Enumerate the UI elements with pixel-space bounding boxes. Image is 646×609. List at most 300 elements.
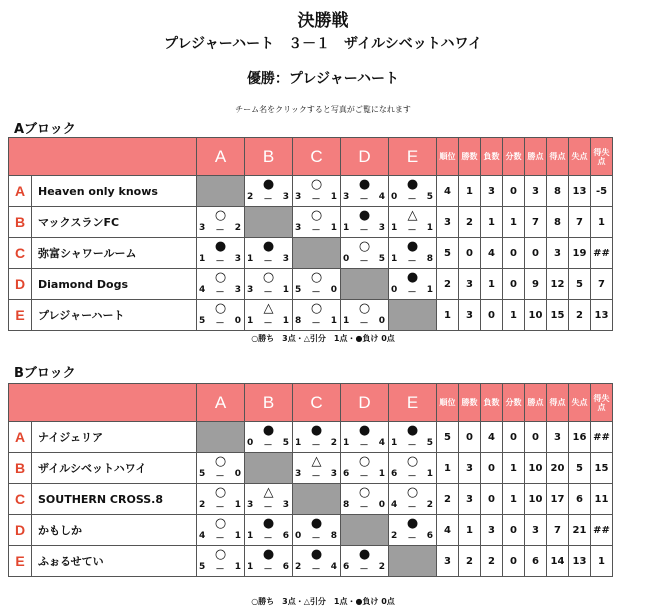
score-dash: － — [311, 288, 322, 298]
score-against: 6 — [282, 562, 290, 572]
score-for: 0 — [295, 531, 303, 541]
result-mark: △ — [407, 208, 418, 223]
stat-cell: 0 — [503, 269, 525, 300]
match-result-cell — [341, 546, 389, 577]
header-row — [9, 138, 613, 176]
score-against: 1 — [282, 285, 290, 295]
result-mark: ● — [358, 547, 371, 562]
score — [343, 438, 386, 451]
stat-cell: 8 — [547, 176, 569, 207]
score-against: 0 — [234, 469, 242, 479]
score-against: 3 — [234, 285, 242, 295]
match-result-cell — [293, 422, 341, 453]
result-mark: ● — [358, 423, 371, 438]
score-dash: － — [359, 472, 370, 482]
match-result-cell — [293, 453, 341, 484]
result-mark: ○ — [214, 208, 227, 223]
score-for: 4 — [199, 285, 207, 295]
score-against: 0 — [378, 316, 386, 326]
score-dash: － — [311, 195, 322, 205]
score — [247, 562, 290, 575]
row-letter: B — [9, 453, 32, 484]
self-match-cell — [197, 176, 245, 207]
row-letter: B — [9, 207, 32, 238]
result-mark: ○ — [310, 270, 323, 285]
score-for: 5 — [295, 285, 303, 295]
match-result-cell — [293, 207, 341, 238]
score — [199, 223, 242, 236]
score — [247, 316, 290, 329]
match-result-cell — [293, 546, 341, 577]
score-for: 1 — [343, 316, 351, 326]
score-dash: － — [215, 226, 226, 236]
score-against: 4 — [330, 562, 338, 572]
result-mark: △ — [311, 454, 322, 469]
result-mark: △ — [263, 485, 274, 500]
stat-cell: 2 — [437, 269, 459, 300]
score-for: 0 — [247, 438, 255, 448]
score-dash: － — [311, 472, 322, 482]
stat-cell: 4 — [481, 422, 503, 453]
score-for: 1 — [343, 438, 351, 448]
stat-header: 失点 — [569, 384, 591, 422]
team-row — [9, 176, 613, 207]
stat-cell: 17 — [547, 484, 569, 515]
team-name-link[interactable]: ふぉるせてい — [32, 546, 197, 577]
champion-label: 優勝：プレジャーハート — [246, 71, 400, 87]
score-for: 0 — [343, 254, 351, 264]
stat-cell: 0 — [459, 422, 481, 453]
score-dash: － — [359, 503, 370, 513]
score-dash: － — [311, 441, 322, 451]
match-result-cell — [389, 484, 437, 515]
score-against: 3 — [378, 223, 386, 233]
score-for: 6 — [343, 562, 351, 572]
team-row — [9, 546, 613, 577]
team-name-link[interactable]: ナイジェリア — [32, 422, 197, 453]
stat-cell: 3 — [547, 422, 569, 453]
match-result-cell — [245, 484, 293, 515]
score — [295, 285, 338, 298]
score-dash: － — [263, 503, 274, 513]
stat-cell: 1 — [459, 515, 481, 546]
stat-cell: 5 — [437, 422, 459, 453]
result-mark: ● — [406, 239, 419, 254]
score-dash: － — [359, 257, 370, 267]
stat-header: 順位 — [437, 138, 459, 176]
row-letter: A — [9, 176, 32, 207]
result-mark: ○ — [310, 177, 323, 192]
team-name-link[interactable]: ザイルシベットハワイ — [32, 453, 197, 484]
stat-header: 分数 — [503, 138, 525, 176]
stat-cell: 10 — [525, 300, 547, 331]
score-dash: － — [407, 226, 418, 236]
score-for: 1 — [343, 223, 351, 233]
result-mark: ○ — [358, 301, 371, 316]
result-mark: ● — [358, 177, 371, 192]
team-row — [9, 238, 613, 269]
score-against: 5 — [426, 192, 434, 202]
result-mark: ● — [310, 423, 323, 438]
score-for: 6 — [391, 469, 399, 479]
match-result-cell — [293, 176, 341, 207]
score-against: 1 — [378, 469, 386, 479]
score-dash: － — [359, 195, 370, 205]
stat-cell: 6 — [569, 484, 591, 515]
score-for: 2 — [295, 562, 303, 572]
score-for: 8 — [343, 500, 351, 510]
score-for: 3 — [295, 192, 303, 202]
result-mark: ● — [406, 270, 419, 285]
match-result-cell — [389, 238, 437, 269]
stat-header: 負数 — [481, 138, 503, 176]
result-mark: ● — [262, 423, 275, 438]
score-against: 0 — [378, 500, 386, 510]
score-against: 2 — [330, 438, 338, 448]
header-row — [9, 384, 613, 422]
stat-cell: 3 — [525, 515, 547, 546]
score — [295, 192, 338, 205]
self-match-cell — [245, 207, 293, 238]
team-name-link[interactable]: SOUTHERN CROSS.8 — [32, 484, 197, 515]
score-for: 4 — [391, 500, 399, 510]
stat-cell: 7 — [569, 207, 591, 238]
score — [343, 469, 386, 482]
score-dash: － — [311, 534, 322, 544]
score-against: 2 — [378, 562, 386, 572]
match-result-cell — [389, 453, 437, 484]
result-mark: ○ — [214, 270, 227, 285]
stat-cell: 7 — [591, 269, 613, 300]
match-result-cell — [389, 176, 437, 207]
stat-header: 得失点 — [591, 384, 613, 422]
score-dash: － — [263, 565, 274, 575]
score — [247, 192, 290, 205]
stat-cell: 12 — [547, 269, 569, 300]
stat-cell: 0 — [503, 546, 525, 577]
stat-cell: 21 — [569, 515, 591, 546]
stat-cell: 2 — [459, 207, 481, 238]
match-result-cell — [389, 269, 437, 300]
result-mark: ○ — [406, 485, 419, 500]
score-against: 1 — [330, 192, 338, 202]
score-dash: － — [359, 565, 370, 575]
result-mark: ○ — [310, 301, 323, 316]
match-result-cell — [341, 207, 389, 238]
match-result-cell — [293, 515, 341, 546]
stat-header: 勝数 — [459, 138, 481, 176]
stat-cell: 15 — [591, 453, 613, 484]
self-match-cell — [389, 546, 437, 577]
stat-cell: 0 — [481, 300, 503, 331]
team-row — [9, 515, 613, 546]
match-result-cell — [341, 176, 389, 207]
score-dash: － — [263, 195, 274, 205]
score-dash: － — [407, 503, 418, 513]
block-a-legend: ○勝ち 3点・△引分 1点・●負け 0点 — [251, 334, 395, 343]
score-dash: － — [263, 288, 274, 298]
team-row — [9, 453, 613, 484]
stat-header: 負数 — [481, 384, 503, 422]
score — [295, 316, 338, 329]
stat-cell: 1 — [503, 207, 525, 238]
match-result-cell — [341, 238, 389, 269]
page-title: 決勝戦 — [297, 11, 349, 31]
stat-cell: ## — [591, 515, 613, 546]
match-result-cell — [293, 300, 341, 331]
score-for: 1 — [199, 254, 207, 264]
match-result-cell — [245, 546, 293, 577]
score-for: 1 — [247, 316, 255, 326]
score-dash: － — [407, 288, 418, 298]
score-for: 1 — [247, 254, 255, 264]
score — [247, 285, 290, 298]
score-against: 3 — [234, 254, 242, 264]
score-against: 1 — [426, 285, 434, 295]
team-name-link[interactable]: Heaven only knows — [32, 176, 197, 207]
stat-cell: 1 — [437, 453, 459, 484]
score — [391, 531, 434, 544]
stat-cell: 13 — [591, 300, 613, 331]
stat-cell: 0 — [503, 422, 525, 453]
stat-cell: 3 — [525, 176, 547, 207]
match-result-cell — [293, 269, 341, 300]
stat-header: 失点 — [569, 138, 591, 176]
match-result-cell — [341, 453, 389, 484]
score-dash: － — [215, 257, 226, 267]
self-match-cell — [341, 515, 389, 546]
score — [199, 562, 242, 575]
score-for: 1 — [247, 531, 255, 541]
match-result-cell — [197, 515, 245, 546]
score-for: 1 — [247, 562, 255, 572]
result-mark: ● — [262, 516, 275, 531]
stat-cell: 0 — [503, 515, 525, 546]
stat-header: 得点 — [547, 138, 569, 176]
score-for: 3 — [247, 285, 255, 295]
result-mark: ● — [310, 547, 323, 562]
stat-cell: 0 — [459, 238, 481, 269]
score-dash: － — [215, 319, 226, 329]
block-b-legend: ○勝ち 3点・△引分 1点・●負け 0点 — [251, 597, 395, 606]
stat-cell: 1 — [591, 546, 613, 577]
match-result-cell — [197, 238, 245, 269]
stat-cell: 0 — [525, 422, 547, 453]
stat-cell: 1 — [503, 300, 525, 331]
stat-cell: 10 — [525, 453, 547, 484]
stat-cell: 3 — [459, 453, 481, 484]
score-against: 3 — [330, 469, 338, 479]
stat-cell: 16 — [569, 422, 591, 453]
block-b-label: Bブロック — [14, 366, 76, 381]
stat-cell: ## — [591, 238, 613, 269]
stat-cell: 19 — [569, 238, 591, 269]
score-dash: － — [407, 257, 418, 267]
stat-cell: 4 — [481, 238, 503, 269]
score-for: 0 — [391, 285, 399, 295]
stat-cell: 15 — [547, 300, 569, 331]
stat-cell: 7 — [547, 515, 569, 546]
stat-cell: 3 — [481, 515, 503, 546]
score-for: 5 — [199, 469, 207, 479]
match-result-cell — [389, 422, 437, 453]
score-dash: － — [407, 472, 418, 482]
stat-cell: ## — [591, 422, 613, 453]
score — [343, 562, 386, 575]
stat-cell: 6 — [525, 546, 547, 577]
score-against: 1 — [234, 500, 242, 510]
stat-cell: 2 — [569, 300, 591, 331]
match-result-cell — [245, 176, 293, 207]
score — [247, 438, 290, 451]
stat-cell: 3 — [437, 207, 459, 238]
stat-cell: -5 — [591, 176, 613, 207]
score-against: 3 — [282, 254, 290, 264]
score-dash: － — [359, 226, 370, 236]
score-against: 8 — [330, 531, 338, 541]
score-against: 2 — [426, 500, 434, 510]
score-dash: － — [215, 565, 226, 575]
self-match-cell — [341, 269, 389, 300]
stat-cell: 20 — [547, 453, 569, 484]
team-name-link[interactable]: マックスランFC — [32, 207, 197, 238]
stat-header: 得失点 — [591, 138, 613, 176]
stat-cell: 4 — [437, 176, 459, 207]
block-a-table — [8, 137, 613, 331]
score-against: 0 — [330, 285, 338, 295]
score-dash: － — [263, 319, 274, 329]
self-match-cell — [293, 484, 341, 515]
result-mark: ○ — [310, 208, 323, 223]
result-mark: ○ — [358, 454, 371, 469]
score-against: 5 — [282, 438, 290, 448]
score-against: 1 — [330, 316, 338, 326]
score — [343, 500, 386, 513]
score — [295, 562, 338, 575]
score — [295, 223, 338, 236]
stat-header: 得点 — [547, 384, 569, 422]
click-hint-note: チーム名をクリックすると写真がご覧になれます — [235, 105, 411, 114]
stat-cell: 1 — [481, 207, 503, 238]
score-for: 1 — [391, 254, 399, 264]
column-header-b: B — [245, 138, 293, 176]
block-a-label: Aブロック — [14, 122, 76, 137]
column-header-d: D — [341, 138, 389, 176]
score-dash: － — [215, 534, 226, 544]
column-header-e: E — [389, 138, 437, 176]
score — [391, 500, 434, 513]
score-for: 1 — [295, 438, 303, 448]
header-corner — [9, 138, 197, 176]
column-header-c: C — [293, 138, 341, 176]
match-result-cell — [197, 207, 245, 238]
score-against: 4 — [378, 438, 386, 448]
score-against: 3 — [282, 192, 290, 202]
score-for: 8 — [295, 316, 303, 326]
team-row — [9, 484, 613, 515]
stat-cell: 5 — [437, 238, 459, 269]
column-header-d: D — [341, 384, 389, 422]
score-against: 3 — [282, 500, 290, 510]
match-result-cell — [341, 484, 389, 515]
score — [199, 285, 242, 298]
score — [247, 254, 290, 267]
score — [343, 254, 386, 267]
match-result-cell — [389, 515, 437, 546]
match-result-cell — [197, 453, 245, 484]
score-against: 1 — [426, 469, 434, 479]
result-mark: ○ — [358, 485, 371, 500]
stat-cell: 1 — [591, 207, 613, 238]
score — [295, 469, 338, 482]
match-result-cell — [197, 484, 245, 515]
score-for: 3 — [295, 469, 303, 479]
score-against: 0 — [234, 316, 242, 326]
stat-cell: 8 — [547, 207, 569, 238]
stat-cell: 3 — [459, 269, 481, 300]
score-dash: － — [359, 441, 370, 451]
stat-cell: 9 — [525, 269, 547, 300]
final-match-result: プレジャーハート ３－１ ザイルシベットハワイ — [163, 36, 483, 52]
self-match-cell — [197, 422, 245, 453]
score-for: 3 — [343, 192, 351, 202]
stat-cell: 3 — [547, 238, 569, 269]
stat-cell: 4 — [437, 515, 459, 546]
match-result-cell — [197, 546, 245, 577]
result-mark: ● — [406, 516, 419, 531]
stat-cell: 10 — [525, 484, 547, 515]
score-dash: － — [215, 472, 226, 482]
row-letter: C — [9, 238, 32, 269]
match-result-cell — [245, 238, 293, 269]
score — [391, 254, 434, 267]
score-against: 6 — [282, 531, 290, 541]
score-dash: － — [263, 441, 274, 451]
score-dash: － — [407, 195, 418, 205]
row-letter: A — [9, 422, 32, 453]
score — [343, 192, 386, 205]
score — [199, 469, 242, 482]
score — [343, 223, 386, 236]
score — [199, 254, 242, 267]
team-name-link[interactable]: かもしか — [32, 515, 197, 546]
score-dash: － — [263, 534, 274, 544]
score-for: 6 — [343, 469, 351, 479]
block-b-table — [8, 383, 613, 577]
match-result-cell — [245, 515, 293, 546]
score-dash: － — [407, 534, 418, 544]
team-name-link[interactable]: プレジャーハート — [32, 300, 197, 331]
score — [295, 531, 338, 544]
team-name-link[interactable]: Diamond Dogs — [32, 269, 197, 300]
result-mark: ● — [406, 177, 419, 192]
result-mark: ● — [358, 208, 371, 223]
score-dash: － — [263, 257, 274, 267]
team-row — [9, 422, 613, 453]
score-dash: － — [311, 319, 322, 329]
stat-header: 勝数 — [459, 384, 481, 422]
score-for: 5 — [199, 316, 207, 326]
column-header-e: E — [389, 384, 437, 422]
score — [247, 500, 290, 513]
score-against: 1 — [282, 316, 290, 326]
score-dash: － — [311, 565, 322, 575]
team-name-link[interactable]: 弥富シャワールーム — [32, 238, 197, 269]
stat-cell: 3 — [459, 484, 481, 515]
result-mark: ○ — [406, 454, 419, 469]
stat-cell: 14 — [547, 546, 569, 577]
score-for: 1 — [391, 438, 399, 448]
